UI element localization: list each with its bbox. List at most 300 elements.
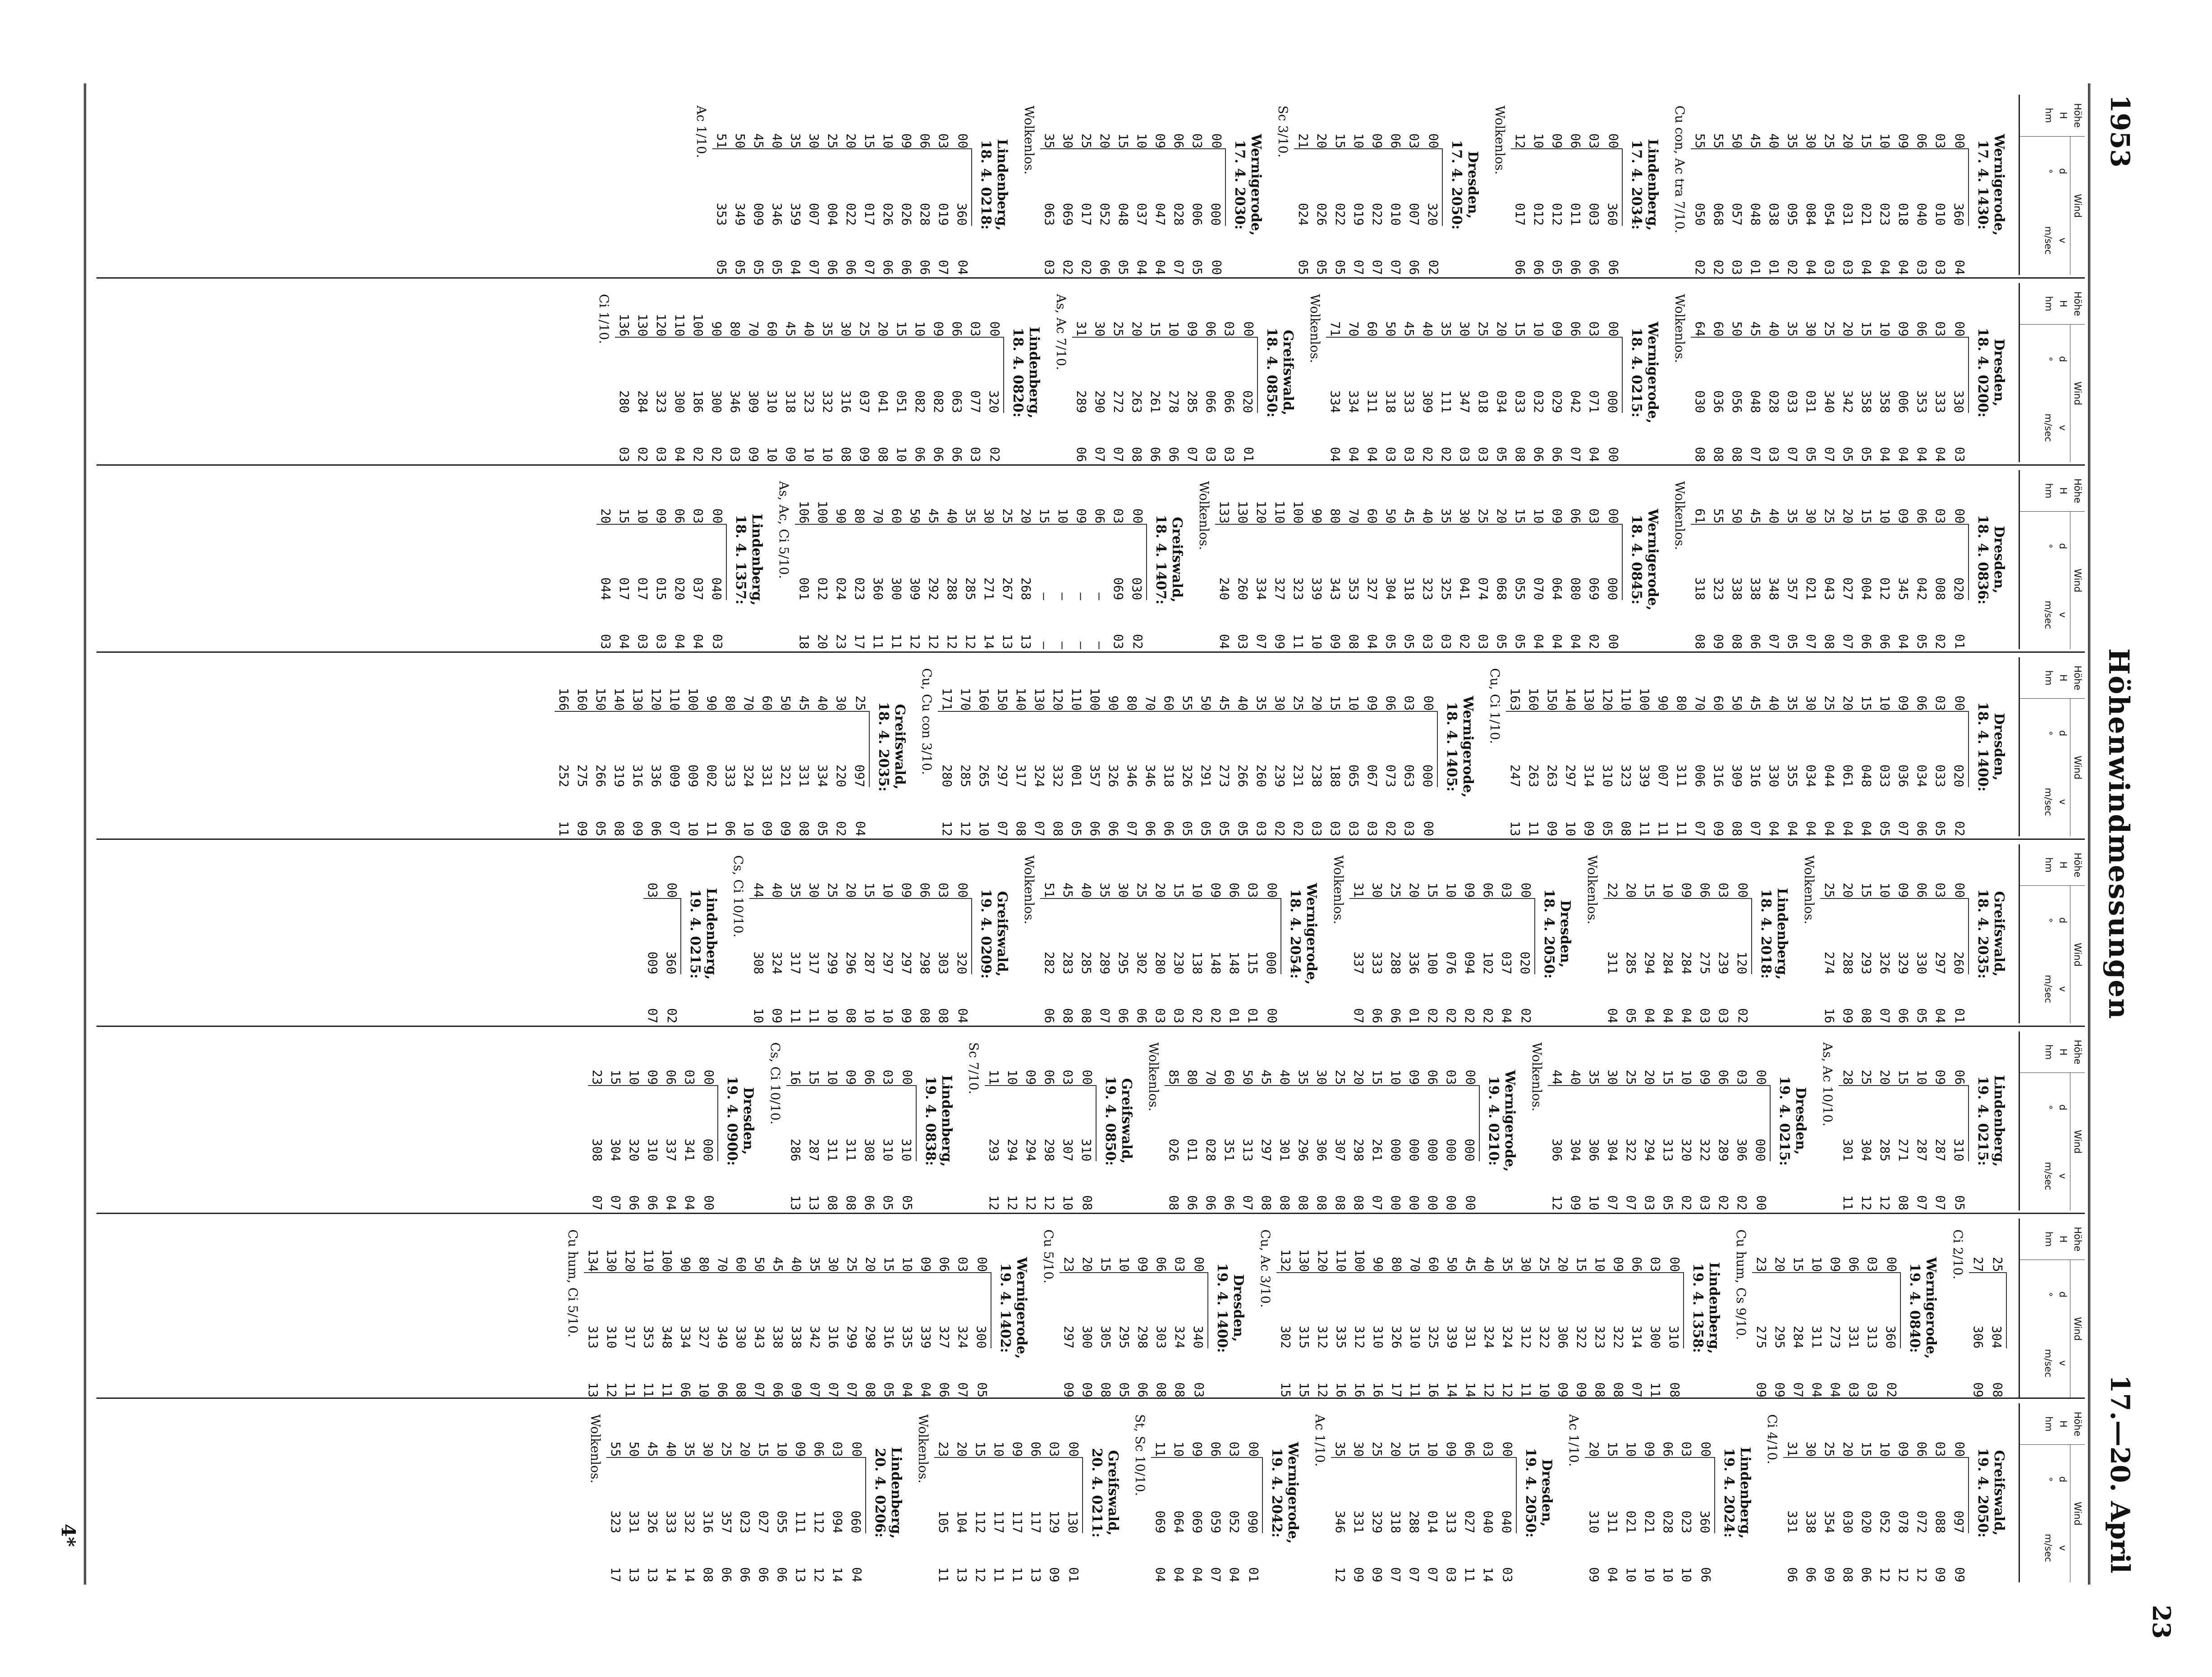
station-block (919, 657, 1476, 836)
direction-value: 282 (1040, 898, 1059, 975)
direction-value: 316 (880, 1272, 898, 1349)
height-value: 03 (1933, 882, 1948, 898)
height-value: 30 (1519, 1256, 1533, 1272)
station-block (1022, 95, 1264, 275)
speed-value: 04 (1328, 447, 1343, 462)
speed-value: 07 (1388, 1567, 1403, 1582)
direction-value: 324 (1170, 1272, 1189, 1349)
direction-value: 313 (1863, 1272, 1882, 1349)
speed-value: 05 (1117, 1382, 1132, 1398)
speed-value: 08 (1014, 821, 1028, 836)
table-row (1572, 1219, 1591, 1398)
height-value: 30 (1605, 1069, 1620, 1085)
speed-value: 07 (645, 1008, 660, 1023)
table-row (961, 470, 980, 649)
direction-value: 260 (1950, 898, 1969, 975)
table-row (1913, 95, 1931, 275)
height-value: 60 (1711, 321, 1726, 337)
table-row (1244, 844, 1262, 1023)
height-value: 10 (1624, 1441, 1638, 1457)
direction-value: 042 (1566, 337, 1585, 413)
height-value: 40 (770, 882, 785, 898)
cloud-note: Wolkenlos. (1672, 294, 1687, 363)
station-name: Dresden, (1793, 1087, 1808, 1155)
speed-value: 20 (815, 634, 830, 649)
speed-value: 05 (1383, 634, 1398, 649)
height-value: 50 (627, 1441, 642, 1457)
height-value: 40 (789, 1256, 804, 1272)
table-row (1969, 1219, 1987, 1398)
speed-value: 05 (1785, 634, 1800, 649)
height-value: 09 (1407, 1069, 1422, 1085)
height-value: 20 (1494, 321, 1509, 337)
table-row (1114, 844, 1133, 1023)
direction-value: 336 (647, 711, 665, 788)
table-row (879, 95, 897, 275)
height-value: 100 (686, 687, 701, 711)
direction-value: 074 (1474, 524, 1492, 600)
direction-value: 324 (1498, 1272, 1517, 1349)
height-value: 45 (1402, 321, 1417, 337)
height-value: 15 (881, 1256, 896, 1272)
height-value: 110 (672, 313, 687, 337)
station-heading (875, 657, 908, 836)
direction-value: 323 (800, 337, 818, 413)
speed-value: 14 (830, 1567, 845, 1582)
direction-value: 263 (1128, 337, 1146, 413)
direction-value: 064 (1548, 524, 1566, 600)
table-row (1400, 657, 1418, 836)
station-time: 19. 4. 1400: (1214, 1263, 1230, 1353)
direction-value: 020 (1950, 711, 1969, 788)
speed-value: 12 (1042, 1195, 1057, 1210)
speed-value: 14 (1481, 1567, 1496, 1582)
direction-value: 037 (1497, 898, 1516, 975)
table-row (1548, 1031, 1566, 1210)
direction-value: 297 (879, 898, 897, 975)
height-value: 132 (1278, 1249, 1293, 1272)
direction-value: 289 (1096, 898, 1114, 975)
height-value: 22 (1605, 882, 1620, 898)
direction-value: 021 (1802, 524, 1820, 600)
direction-value: 324 (1480, 1272, 1498, 1349)
direction-value: 138 (1188, 898, 1207, 975)
table-row (1437, 283, 1455, 462)
speed-value: 06 (738, 1567, 753, 1582)
speed-value: 04 (1828, 1382, 1843, 1398)
station-heading (1974, 283, 2007, 462)
height-value: 80 (1124, 695, 1139, 711)
speed-value: 01 (1227, 1008, 1242, 1023)
speed-value: 04 (1785, 821, 1800, 836)
height-value: 15 (862, 882, 877, 898)
table-row (1640, 1403, 1659, 1582)
direction-value: 048 (1746, 148, 1765, 225)
speed-value: 09 (783, 447, 798, 462)
direction-value: 317 (621, 1272, 639, 1349)
direction-value: 341 (680, 1085, 699, 1162)
direction-value: 012 (1876, 524, 1894, 600)
height-value: 00 (1241, 321, 1256, 337)
speed-value: 03 (654, 634, 669, 649)
speed-value: 06 (1896, 1008, 1911, 1023)
speed-value: 02 (709, 447, 724, 462)
table-row (1746, 283, 1765, 462)
speed-value: 07 (1767, 634, 1781, 649)
cloud-note: Ci 1/10. (597, 294, 611, 344)
height-value: 25 (1822, 321, 1837, 337)
table-row (1728, 283, 1746, 462)
speed-value: 10 (825, 1008, 840, 1023)
speed-value: 02 (1735, 1008, 1750, 1023)
direction-value: 043 (1820, 524, 1839, 600)
direction-value: 304 (1857, 1085, 1876, 1162)
speed-value: 07 (1092, 447, 1107, 462)
table-row (662, 1031, 680, 1210)
direction-value: 338 (769, 1272, 787, 1349)
speed-value: 02 (635, 447, 650, 462)
height-value: 00 (1246, 1441, 1261, 1457)
speed-value: 00 (1606, 447, 1621, 462)
height-value: 28 (1840, 1069, 1855, 1085)
height-value: 45 (1748, 508, 1763, 524)
direction-value: 294 (1640, 898, 1659, 975)
height-value: 25 (825, 133, 840, 149)
speed-symbol: v (2057, 1173, 2068, 1179)
station-block (1672, 283, 2007, 462)
cloud-note: Wolkenlos. (588, 1414, 603, 1484)
speed-value: 04 (1822, 821, 1837, 836)
direction-value: 021 (1857, 148, 1876, 225)
table-row (805, 95, 823, 275)
station-heading (1906, 1219, 1939, 1398)
height-value: 25 (1990, 1256, 2005, 1272)
height-value: 09 (1896, 1441, 1911, 1457)
height-value: 25 (844, 1256, 859, 1272)
height-value: 00 (1209, 133, 1224, 149)
table-row (1950, 657, 1969, 836)
height-value: 15 (1896, 1069, 1911, 1085)
table-row (633, 283, 652, 462)
speed-symbol: v (2057, 1360, 2068, 1366)
height-value: 170 (958, 687, 973, 711)
direction-value: 026 (1313, 148, 1331, 225)
station-heading (1628, 283, 1661, 462)
height-value: 130 (1235, 500, 1250, 524)
direction-value: 300 (1646, 1272, 1665, 1349)
direction-value: 353 (1345, 524, 1363, 600)
height-value: 10 (1877, 1441, 1892, 1457)
speed-value: 07 (1351, 1008, 1366, 1023)
direction-value: 331 (1461, 1272, 1480, 1349)
speed-value: 06 (1074, 447, 1089, 462)
height-value: 00 (900, 1069, 915, 1085)
direction-value: 034 (1913, 711, 1931, 788)
speed-value: 08 (936, 1008, 951, 1023)
speed-value: 01 (1246, 1567, 1261, 1582)
station-time: 18. 4. 1400: (1975, 702, 1991, 792)
station-block (1802, 844, 2007, 1023)
speed-value: 12 (1005, 1195, 1020, 1210)
height-value: 03 (1933, 1441, 1948, 1457)
page-title: Höhenwindmessungen (2102, 648, 2135, 1020)
speed-value: 03 (1171, 1008, 1186, 1023)
speed-value: 05 (1661, 1195, 1675, 1210)
speed-value: 07 (1605, 1195, 1620, 1210)
table-row (1492, 283, 1511, 462)
height-value: 03 (1227, 1441, 1242, 1457)
table-row (953, 844, 972, 1023)
height-value: 10 (1877, 695, 1892, 711)
station-time: 18. 4. 0836: (1975, 515, 1991, 605)
table-row (1405, 1403, 1423, 1582)
direction-value: 289 (1072, 337, 1091, 413)
table-row (602, 1219, 621, 1398)
height-value: 160 (1526, 687, 1541, 711)
station-heading (1485, 1031, 1518, 1210)
speed-value: 04 (672, 634, 687, 649)
direction-value: 353 (639, 1272, 658, 1349)
table-row (956, 657, 975, 836)
height-value: 00 (1667, 1256, 1682, 1272)
height-value: 20 (1153, 882, 1168, 898)
height-value: 90 (704, 695, 719, 711)
direction-value: 360 (1603, 148, 1623, 225)
direction-value: 047 (1151, 148, 1170, 225)
direction-value: 299 (843, 1272, 861, 1349)
speed-value: 06 (1914, 821, 1929, 836)
table-row (1603, 844, 1622, 1023)
speed-value: 08 (1896, 1195, 1911, 1210)
table-row (1585, 470, 1603, 649)
speed-value: 03 (654, 447, 669, 462)
direction-value: 275 (1752, 1272, 1771, 1349)
height-value: 15 (1037, 508, 1052, 524)
direction-value: 036 (1709, 337, 1728, 413)
direction-value: 031 (1839, 148, 1857, 225)
cloud-note: Cu con, Ac tra 7/10. (1672, 105, 1687, 234)
height-unit: hm (2043, 1231, 2054, 1247)
height-value: 15 (1425, 882, 1440, 898)
height-value: 90 (709, 321, 724, 337)
height-value: 60 (1365, 321, 1380, 337)
height-value: 10 (1877, 133, 1892, 149)
height-value: 55 (1180, 695, 1195, 711)
direction-value: 293 (1857, 898, 1876, 975)
speed-value: 08 (1730, 821, 1744, 836)
height-value: 70 (1408, 1256, 1423, 1272)
speed-value: 09 (899, 1008, 914, 1023)
direction-value: 287 (1913, 1085, 1931, 1162)
speed-value: 08 (863, 1382, 878, 1398)
speed-value: 08 (1296, 1195, 1311, 1210)
direction-value: 320 (1677, 1085, 1696, 1162)
speed-value: 03 (1402, 447, 1417, 462)
speed-value: 08 (1711, 447, 1726, 462)
height-value: 30 (807, 133, 821, 149)
station-heading (1263, 283, 1296, 462)
speed-value: 06 (1370, 1008, 1385, 1023)
height-value: 25 (1000, 508, 1015, 524)
speed-value: 04 (691, 634, 706, 649)
height-value: 10 (1877, 508, 1892, 524)
height-value: 06 (1208, 1441, 1223, 1457)
speed-value: 16 (1822, 1008, 1837, 1023)
height-value: 09 (899, 133, 914, 149)
table-row (1566, 1031, 1585, 1210)
table-row (662, 844, 681, 1023)
direction-value: 332 (818, 337, 837, 413)
speed-value: 03 (617, 447, 632, 462)
table-row (1802, 657, 1820, 836)
table-row (1244, 1403, 1263, 1582)
table-row (1257, 1031, 1276, 1210)
table-row (1913, 283, 1931, 462)
height-value: 03 (881, 1069, 895, 1085)
table-row (1271, 470, 1289, 649)
speed-value: 11 (704, 821, 719, 836)
table-row (1746, 470, 1765, 649)
speed-value: 07 (1370, 1195, 1385, 1210)
height-value: 00 (849, 1441, 864, 1457)
table-row (911, 283, 929, 462)
direction-value: 037 (1133, 148, 1151, 225)
cloud-note: Wolkenlos. (1802, 855, 1817, 925)
table-row (1188, 844, 1207, 1023)
direction-value: 030 (1691, 337, 1709, 413)
direction-value: 055 (773, 1457, 791, 1534)
speed-value: 12 (1896, 1567, 1911, 1582)
table-row (1882, 1219, 1901, 1398)
speed-value: 05 (1235, 821, 1250, 836)
table-row (1728, 470, 1746, 649)
height-value: 120 (1254, 500, 1269, 524)
height-header (2020, 1403, 2085, 1445)
table-row (621, 1219, 639, 1398)
table-row (966, 283, 985, 462)
direction-value: 310 (1077, 1085, 1097, 1162)
table-row (1072, 470, 1091, 649)
cloud-note: Cu, Ci 1/10. (1487, 668, 1502, 744)
speed-value: 04 (1190, 1567, 1205, 1582)
table-row (897, 1031, 917, 1210)
height-value: 00 (1606, 508, 1621, 524)
direction-value: 316 (1746, 711, 1765, 788)
table-row (1839, 844, 1857, 1023)
height-value: 09 (1550, 321, 1565, 337)
table-row (1215, 470, 1234, 649)
table-row (1109, 470, 1128, 649)
station-name: Lindenberg, (703, 888, 719, 980)
height-value: 90 (678, 1256, 693, 1272)
height-value: 110 (641, 1249, 656, 1272)
direction-value: 294 (1022, 1085, 1040, 1162)
speed-value: 10 (802, 447, 817, 462)
table-row (1603, 1031, 1622, 1210)
table-row (869, 470, 887, 649)
height-value: 09 (1444, 1441, 1459, 1457)
speed-value: 12 (1500, 1382, 1515, 1398)
table-row (592, 657, 610, 836)
height-value: 40 (1079, 882, 1094, 898)
wind-rows (1294, 95, 1443, 275)
table-row (1516, 844, 1535, 1023)
direction-value: 297 (897, 898, 916, 975)
table-row (1635, 657, 1654, 836)
table-row (1622, 1403, 1640, 1582)
table-row (1349, 1031, 1368, 1210)
station-heading (1443, 657, 1476, 836)
station-time: 19. 4. 2042: (1269, 1448, 1285, 1538)
table-row (1363, 657, 1381, 836)
speed-value: 09 (1556, 1382, 1570, 1398)
table-row (1400, 283, 1418, 462)
height-value: 23 (1754, 1256, 1769, 1272)
table-row (1170, 1219, 1189, 1398)
height-value: 11 (987, 1069, 1001, 1085)
direction-value: 349 (731, 148, 749, 225)
speed-value: 06 (1185, 1195, 1200, 1210)
direction-value: 050 (1691, 148, 1709, 225)
direction-value: 308 (749, 898, 768, 975)
speed-value: 01 (1952, 634, 1967, 649)
direction-value: 355 (1783, 711, 1802, 788)
speed-symbol: v (2057, 425, 2068, 431)
table-row (670, 283, 689, 462)
direction-value: 335 (1332, 1272, 1350, 1349)
direction-value: 285 (961, 524, 980, 600)
height-value: 40 (1277, 1069, 1292, 1085)
speed-value: 12 (958, 821, 973, 836)
height-value: 00 (665, 882, 679, 898)
wind-rows (1349, 844, 1535, 1023)
direction-value: 000 (1442, 1085, 1460, 1162)
speed-value: 11 (936, 1567, 951, 1582)
cloud-note: Cu hum, Cs 9/10. (1734, 1229, 1748, 1340)
height-value: 00 (1421, 695, 1436, 711)
direction-value: 353 (1913, 337, 1931, 413)
table-row (1931, 470, 1950, 649)
speed-value: 04 (918, 1382, 933, 1398)
table-row (1931, 844, 1950, 1023)
height-value: 06 (812, 1441, 826, 1457)
table-row (1220, 1031, 1239, 1210)
height-value: 25 (1291, 695, 1306, 711)
table-row (606, 1031, 625, 1210)
direction-value: 346 (768, 148, 786, 225)
height-value: 20 (1097, 133, 1112, 149)
height-value: 30 (1457, 321, 1472, 337)
wind-rows (1603, 844, 1752, 1023)
table-row (1049, 657, 1067, 836)
speed-value: 08 (1051, 821, 1065, 836)
speed-value: 01 (1407, 1008, 1422, 1023)
table-row (972, 1219, 991, 1398)
height-value: 160 (575, 687, 590, 711)
table-row (1234, 657, 1252, 836)
speed-value: 03 (1439, 634, 1454, 649)
speed-value: 04 (1809, 1382, 1824, 1398)
station-name: Greifswald, (1169, 517, 1185, 603)
height-value: 70 (1346, 508, 1361, 524)
table-row (990, 1403, 1008, 1582)
direction-value: 313 (1239, 1085, 1257, 1162)
direction-value: 294 (1003, 1085, 1022, 1162)
height-value: 30 (1314, 1069, 1329, 1085)
height-value: 06 (937, 1256, 952, 1272)
speed-value: 13 (586, 1382, 601, 1398)
cloud-note: St, Sc 10/10. (1133, 1414, 1147, 1496)
